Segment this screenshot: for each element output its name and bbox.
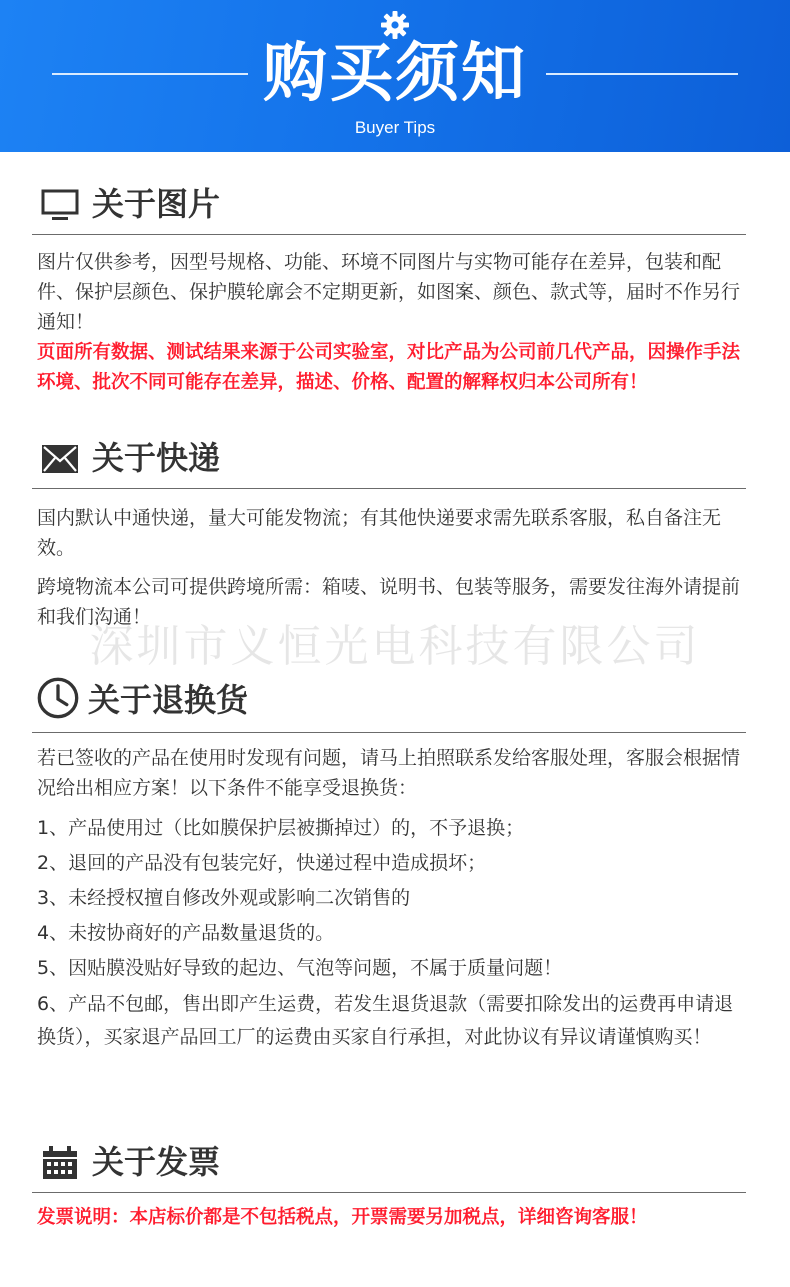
returns-condition: 3、未经授权擅自修改外观或影响二次销售的 — [37, 887, 411, 909]
pictures-paragraph: 图片仅供参考，因型号规格、功能、环境不同图片与实物可能存在差异，包装和配件、保护层颜色、保护膜轮廓会不定期更新，如图案、颜色、款式等，届时不作另行通知！ — [37, 251, 741, 333]
calendar-icon — [40, 1142, 80, 1182]
invoice-notice: 发票说明：本店标价都是不包括税点，开票需要另加税点，详细咨询客服！ — [37, 1207, 648, 1228]
delivery-paragraph-2: 跨境物流本公司可提供跨境所需：箱唛、说明书、包装等服务，需要发往海外请提前和我们沟通！ — [37, 576, 741, 628]
section-title-pictures: 关于图片 — [92, 185, 221, 223]
returns-condition: 2、退回的产品没有包装完好，快递过程中造成损坏； — [37, 852, 487, 874]
company-watermark: 深圳市义恒光电科技有限公司 — [89, 621, 701, 672]
monitor-icon — [40, 184, 80, 224]
section-divider — [32, 234, 746, 235]
section-title-returns: 关于退换货 — [88, 681, 249, 719]
section-divider — [32, 732, 746, 733]
returns-condition: 6、产品不包邮，售出即产生运费，若发生退货退款（需要扣除发出的运费再申请退换货），买家退产品回工厂的运费由买家自行承担，对此协议有异议请谨慎购买！ — [37, 993, 734, 1048]
header-banner — [0, 0, 790, 152]
page-subtitle: Buyer Tips — [354, 118, 436, 137]
section-divider — [32, 1192, 746, 1193]
page-title: 购买须知 — [263, 37, 527, 111]
returns-condition: 4、未按协商好的产品数量退货的。 — [37, 922, 335, 944]
returns-intro: 若已签收的产品在使用时发现有问题，请马上拍照联系发给客服处理，客服会根据情况给出相应方案！以下条件不能享受退换货： — [37, 747, 741, 799]
section-divider — [32, 488, 746, 489]
section-title-delivery: 关于快递 — [92, 439, 221, 477]
pictures-notice: 页面所有数据、测试结果来源于公司实验室，对比产品为公司前几代产品，因操作手法环境、批次不同可能存在差异，描述、价格、配置的解释权归本公司所有！ — [37, 342, 741, 393]
section-title-invoice: 关于发票 — [92, 1143, 221, 1181]
returns-condition: 5、因贴膜没贴好导致的起边、气泡等问题，不属于质量问题！ — [37, 957, 563, 979]
delivery-paragraph-1: 国内默认中通快递，量大可能发物流；有其他快递要求需先联系客服，私自备注无效。 — [37, 507, 722, 559]
clock-icon — [36, 676, 80, 720]
envelope-icon — [40, 438, 80, 478]
returns-condition: 1、产品使用过（比如膜保护层被撕掉过）的，不予退换； — [37, 817, 525, 839]
